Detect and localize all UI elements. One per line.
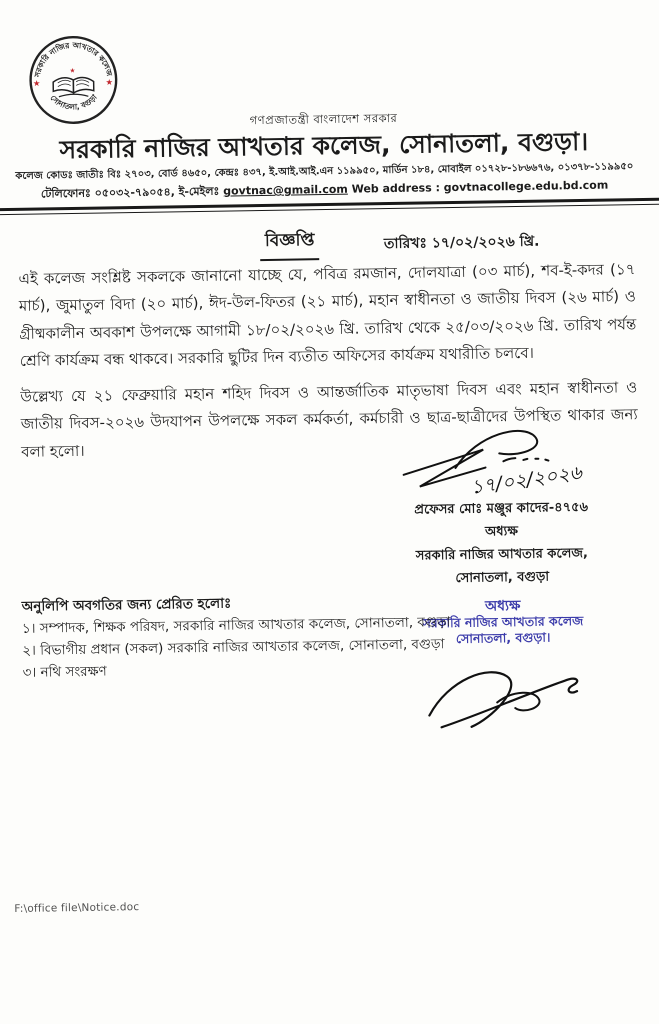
handwritten-date: ১৭/০২/২০২৬ — [469, 461, 584, 499]
seal-top-text: সরকারি নাজির আখতার কলেজ — [32, 40, 114, 78]
seal-star-right-icon: ★ — [105, 76, 114, 87]
svg-text:সোনাতলা, বগুড়া — [48, 92, 99, 112]
distribution-item-3: ৩। নথি সংরক্ষণ — [22, 663, 107, 681]
college-name-title: সরকারি নাজির আখতার কলেজ, সোনাতলা, বগুড়া। — [59, 126, 589, 165]
principal-name: প্রফেসর মোঃ মঞ্জুর কাদের-৪৭৫৬ — [414, 499, 589, 518]
college-seal-icon — [27, 33, 120, 126]
principal-signature-icon — [385, 426, 616, 504]
seal-star-left-icon: ★ — [32, 78, 41, 89]
notice-paragraph-2: উল্লেখ্য যে ২১ ফেব্রুয়ারি মহান শহিদ দিবস ও আন্তর্জাতিক মাতৃভাষা দিবস এবং মহান স্বাধীনতা ও জাতীয় দিবস-২০২৬ উদযাপন উপলক্ষে সকল কর্মকর্তা, কর্মচারী ও ছাত্র-ছাত্রীদের উপস্থিত থাকার জন্য বলা হলো। — [20, 378, 638, 461]
web-address-text: Web address : govtnacollege.edu.bd.com — [347, 178, 609, 196]
telephone-text: টেলিফোনঃ ০৫০৩২-৭৯০৫৪, ই-মেইলঃ — [40, 184, 224, 201]
stamp-line-2: সরকারি নাজির আখতার কলেজ — [422, 613, 584, 631]
principal-college: সরকারি নাজির আখতার কলেজ, — [415, 545, 589, 564]
distribution-item-1: ১। সম্পাদক, শিক্ষক পরিষদ, সরকারি নাজির আখতার কলেজ, সোনাতলা, বগুড়া — [21, 614, 451, 637]
government-line: গণপ্রজাতন্ত্রী বাংলাদেশ সরকার — [249, 110, 398, 128]
signature-block — [365, 425, 640, 736]
distribution-heading: অনুলিপি অবগতির জন্য প্রেরিত হলোঃ — [21, 595, 232, 615]
stamp-line-3: সোনাতলা, বগুড়া। — [455, 629, 551, 647]
distribution-item-2: ২। বিভাগীয় প্রধান (সকল) সরকারি নাজির আখতার কলেজ, সোনাতলা, বগুড়া — [22, 636, 445, 659]
seal-flower-icon: ★ — [69, 66, 76, 75]
notice-paragraph-1: এই কলেজ সংশ্লিষ্ট সকলকে জানানো যাচ্ছে যে, পবিত্র রমজান, দোলযাত্রা (০৩ মার্চ), শব-ই-কদর (১৭ মার্চ), জুমাতুল বিদা (২০ মার্চ), ঈদ-উল-ফিতর (২১ মার্চ), মহান স্বাধীনতা ও জাতীয় দিবস (২৬ মার্চ) ও গ্রীষ্মকালীন অবকাশ উপলক্ষে আগামী ১৮/০২/২০২৬ খ্রি. তারিখ থেকে ২৫/০৩/২০২৬ খ্রি. তারিখ পর্যন্ত শ্রেণি কার্যক্রম বন্ধ থাকবে। সরকারি ছুটির দিন ব্যতীত অফিসের কার্যক্রম যথারীতি চলবে। — [18, 260, 637, 370]
principal-location: সোনাতলা, বগুড়া — [455, 569, 550, 587]
file-path-footer: F:\office file\Notice.doc — [14, 901, 140, 916]
notice-title: বিজ্ঞপ্তি — [260, 227, 320, 261]
notice-date: তারিখঃ ১৭/০২/২০২৬ খ্রি. — [383, 233, 540, 253]
distribution-list — [21, 589, 451, 684]
seal-bottom-text: সোনাতলা, বগুড়া — [48, 92, 99, 112]
seal-open-book-icon — [53, 77, 94, 97]
stamp-line-1: অধ্যক্ষ — [484, 598, 521, 615]
principal-designation: অধ্যক্ষ — [484, 524, 519, 540]
college-codes-line: কলেজ কোডঃ জাতীঃ বিঃ ২৭০৩, বোর্ড ৪৬৫০, কেন্দ্রঃ ৪৩৭, ই.আই.আই.এন ১১৯৯৫০, মার্ডিন ১৮৪, মোবাইল ০১৭২৮-১৮৬৬৭৬, ০১৩৭৮-১১৯৯৫০ — [15, 161, 634, 182]
email-link[interactable]: govtnac@gmail.com — [223, 182, 348, 198]
